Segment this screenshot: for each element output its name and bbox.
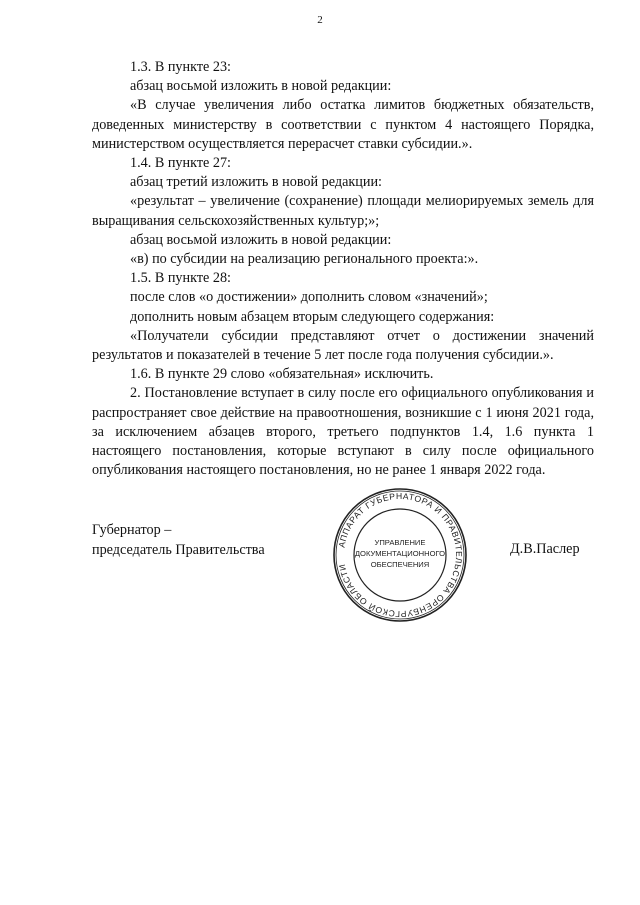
stamp-ring-text: АППАРАТ ГУБЕРНАТОРА И ПРАВИТЕЛЬСТВА ОРЕНБУРГСКОЙ ОБЛАСТИ [336, 490, 465, 620]
paragraph-1-5-heading: 1.5. В пункте 28: [130, 270, 231, 287]
paragraph-1-4-heading: 1.4. В пункте 27: [130, 155, 231, 172]
signatory-title-line1: Губернатор – [92, 522, 172, 538]
paragraph: дополнить новым абзацем вторым следующего содержания: [130, 308, 495, 325]
stamp-center-line2: ДОКУМЕНТАЦИОННОГО [354, 549, 446, 558]
paragraph-quote: «Получатели субсидии представляют отчет о достижении значений результатов и показателей в течение 5 лет после года получения субсидии.». [92, 327, 594, 364]
stamp-center-line3: ОБЕСПЕЧЕНИЯ [370, 560, 430, 569]
paragraph-quote: «В случае увеличения либо остатка лимитов бюджетных обязательств, доведенных министерству в соответствии с пунктом 4 настоящего Порядка, министерством осуществляется перерасчет ставки субсидии.». [92, 97, 594, 152]
paragraph: после слов «о достижении» дополнить словом «значений»; [130, 289, 488, 306]
stamp-center-line1: УПРАВЛЕНИЕ [374, 538, 426, 547]
paragraph-quote: «результат – увеличение (сохранение) площади мелиорируемых земель для выращивания сельскохозяйственных культур;»; [92, 193, 594, 229]
paragraph-quote: «в) по субсидии на реализацию регионального проекта:». [130, 251, 479, 268]
paragraph-1-6: 1.6. В пункте 29 слово «обязательная» исключить. [130, 366, 434, 383]
paragraph: абзац восьмой изложить в новой редакции: [130, 231, 392, 248]
signatory-title-line2: председатель Правительства [92, 542, 265, 558]
paragraph: абзац третий изложить в новой редакции: [130, 174, 382, 191]
official-stamp [330, 485, 470, 625]
page-number: 2 [317, 14, 323, 26]
paragraph: абзац восьмой изложить в новой редакции: [130, 78, 392, 95]
signatory-name: Д.В.Паслер [510, 541, 580, 557]
paragraph-1-3-heading: 1.3. В пункте 23: [130, 59, 231, 75]
document-body [92, 58, 594, 480]
paragraph-2: 2. Постановление вступает в силу после его официального опубликования и распространяет свое действие на правоотношения, возникшие с 1 июня 2021 года, за исключением абзацев второго, третьего подпунктов 1.4, 1.6 пункта 1 настоящего постановления, которые вступают в силу после официального опубликования настоящего постановления, но не ранее 1 января 2022 года. [92, 385, 594, 479]
signatory-title [92, 520, 265, 560]
